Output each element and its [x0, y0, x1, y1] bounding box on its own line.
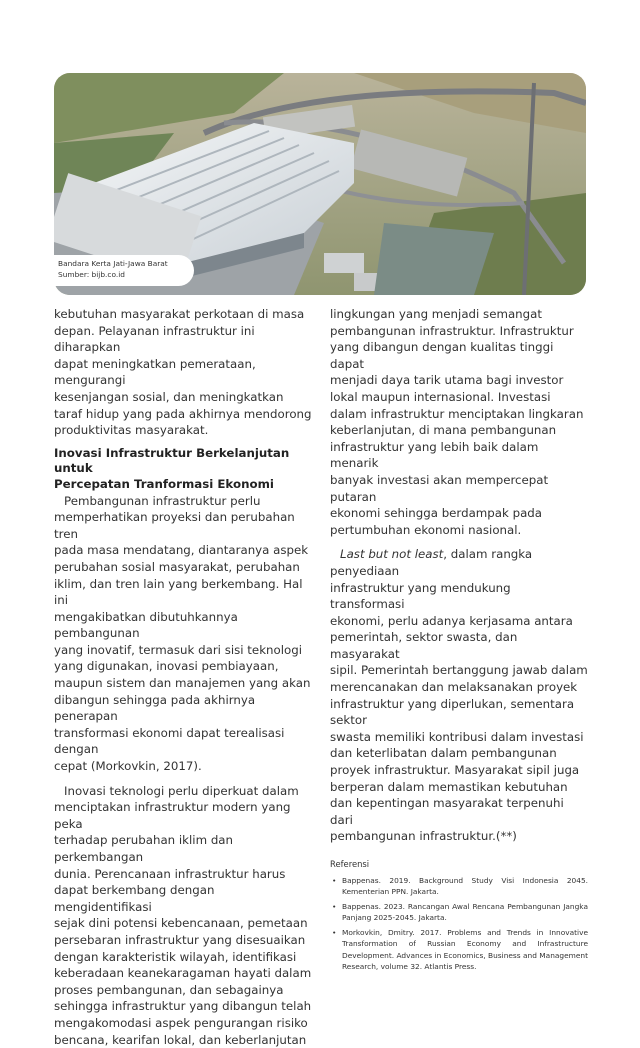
paragraph-collaboration: Last but not least, dalam rangka penyediaan infrastruktur yang mendukung transformasi ekonomi, perlu adanya kerjasama antara pemerintah, sektor swasta, dan masyarakat sipil. Pemerintah bertanggung jawab dalam merencanakan dan melaksanakan proyek infrastruktur yang diperlukan, sementara sektor swasta memiliki kontribusi dalam investasi dan keterlibatan dalam pembangunan proyek infrastruktur. Masyarakat sipil juga berperan dalam memastikan kebutuhan dan kepentingan masyarakat terpenuhi dari pembangunan infrastruktur.(**) — [330, 547, 588, 844]
paragraph-innovation: Pembangunan infrastruktur perlu memperhatikan proyeksi dan perubahan tren pada masa mendatang, diantaranya aspek perubahan sosial masyarakat, perubahan iklim, dan tren lain yang berkembang. Hal ini mengakibatkan dibutuhkannya pembangunan yang inovatif, termasuk dari sisi teknologi yang digunakan, inovasi pembiayaan, maupun sistem dan manajemen yang akan dibangun sehingga pada akhirnya penerapan transformasi ekonomi dapat terealisasi dengan cepat (Morkovkin, 2017). — [54, 493, 311, 774]
paragraph-technology: Inovasi teknologi perlu diperkuat dalam menciptakan infrastruktur modern yang peka terhadap perubahan iklim dan perkembangan dunia. Perencanaan infrastruktur harus dapat berkembang dengan mengidentifikasi sejak dini potensi kebencanaan, pemetaan persebaran infrastruktur yang disesuaikan dengan karakteristik wilayah, identifikasi keberadaan keanekaragaman hayati dalam proses pembangunan, dan sebagainya sehingga infrastruktur yang dibangun telah mengakomodasi aspek pengurangan risiko bencana, kearifan lokal, dan keberlanjutan — [54, 783, 312, 1047]
caption-source: Sumber: bijb.co.id — [58, 270, 125, 279]
paragraph-investment: lingkungan yang menjadi semangat pembangunan infrastruktur. Infrastruktur yang dibangun dengan kualitas tinggi dapat menjadi daya tarik utama bagi investor lokal maupun internasional. Investasi dalam infrastruktur menciptakan lingkaran keberlanjutan, di mana pembangunan infrastruktur yang lebih baik dalam menarik banyak investasi akan mempercepat putaran ekonomi sehingga berdampak pada pertumbuhan ekonomi nasional. — [330, 307, 584, 537]
references-list — [330, 875, 588, 973]
references-title: Referensi — [330, 859, 370, 869]
reference-item: • Bappenas. 2023. Rancangan Awal Rencana Pembangunan Jangka Panjang 2025-2045. Jakarta. — [330, 901, 588, 924]
caption-title: Bandara Kerta Jati-Jawa Barat — [58, 259, 168, 268]
paragraph-intro-cont: kebutuhan masyarakat perkotaan di masa depan. Pelayanan infrastruktur ini diharapkan dapat meningkatkan pemerataan, mengurangi kesenjangan sosial, dan meningkatkan taraf hidup yang pada akhirnya mendorong produktivitas masyarakat. — [54, 307, 312, 438]
section-heading: Inovasi Infrastruktur Berkelanjutan untuk Percepatan Tranformasi Ekonomi — [54, 445, 290, 491]
left-column — [54, 306, 312, 1048]
reference-item: • Bappenas. 2019. Background Study Visi Indonesia 2045. Kementerian PPN. Jakarta. — [330, 875, 588, 898]
figure-caption — [54, 255, 194, 286]
references — [330, 859, 588, 973]
reference-item: • Morkovkin, Dmitry. 2017. Problems and Trends in Innovative Transformation of Russian Economy and Infrastructure Development. Advances in Economics, Business and Management Research, volume 32. Atlantis Press. — [330, 927, 588, 973]
right-column — [330, 306, 588, 976]
